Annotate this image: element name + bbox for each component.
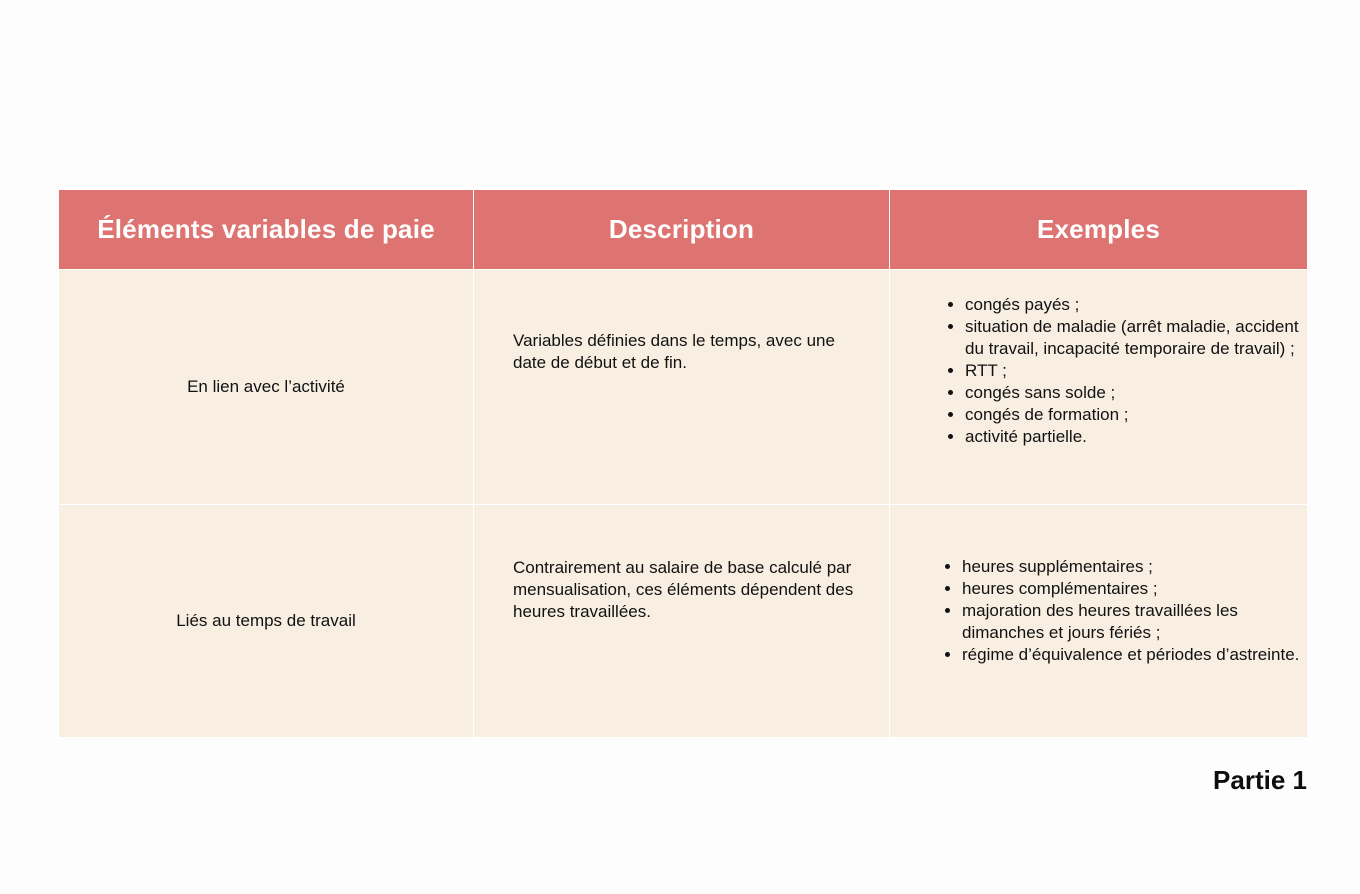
table-row-2-element — [59, 505, 474, 738]
list-item: • congés sans solde ; — [965, 382, 1305, 404]
payroll-variables-table — [59, 190, 1307, 738]
table-row-1-element — [59, 270, 474, 505]
element-label: En lien avec l’activité — [187, 377, 345, 396]
list-item: • régime d’équivalence et périodes d’astreinte. — [962, 644, 1302, 666]
header-label: Éléments variables de paie — [97, 214, 435, 244]
header-cell-examples — [890, 190, 1307, 270]
examples-list — [943, 556, 1302, 666]
list-item: • congés de formation ; — [965, 404, 1305, 426]
header-cell-elements — [59, 190, 474, 270]
header-label: Exemples — [1036, 214, 1160, 244]
description-text: Variables définies dans le temps, avec une date de début et de fin. — [513, 331, 835, 372]
list-item: • majoration des heures travaillées les dimanches et jours fériés ; — [962, 600, 1302, 644]
table-row-1-examples — [890, 270, 1307, 505]
list-item: • heures supplémentaires ; — [962, 556, 1302, 578]
description-text: Contrairement au salaire de base calculé par mensualisation, ces éléments dépendent des heures travaillées. — [513, 558, 854, 621]
table-row-2-description — [474, 505, 890, 738]
list-item: • congés payés ; — [965, 294, 1305, 316]
section-label: Partie 1 — [1213, 765, 1307, 795]
header-cell-description — [474, 190, 890, 270]
list-item: • RTT ; — [965, 360, 1305, 382]
table-row-2-examples — [890, 505, 1307, 738]
table-row-1-description — [474, 270, 890, 505]
list-item: • heures complémentaires ; — [962, 578, 1302, 600]
list-item: • activité partielle. — [965, 426, 1305, 448]
list-item: • situation de maladie (arrêt maladie, accident du travail, incapacité temporaire de travail) ; — [965, 316, 1305, 360]
element-label: Liés au temps de travail — [176, 611, 356, 630]
examples-list — [946, 294, 1305, 448]
header-label: Description — [608, 214, 755, 244]
